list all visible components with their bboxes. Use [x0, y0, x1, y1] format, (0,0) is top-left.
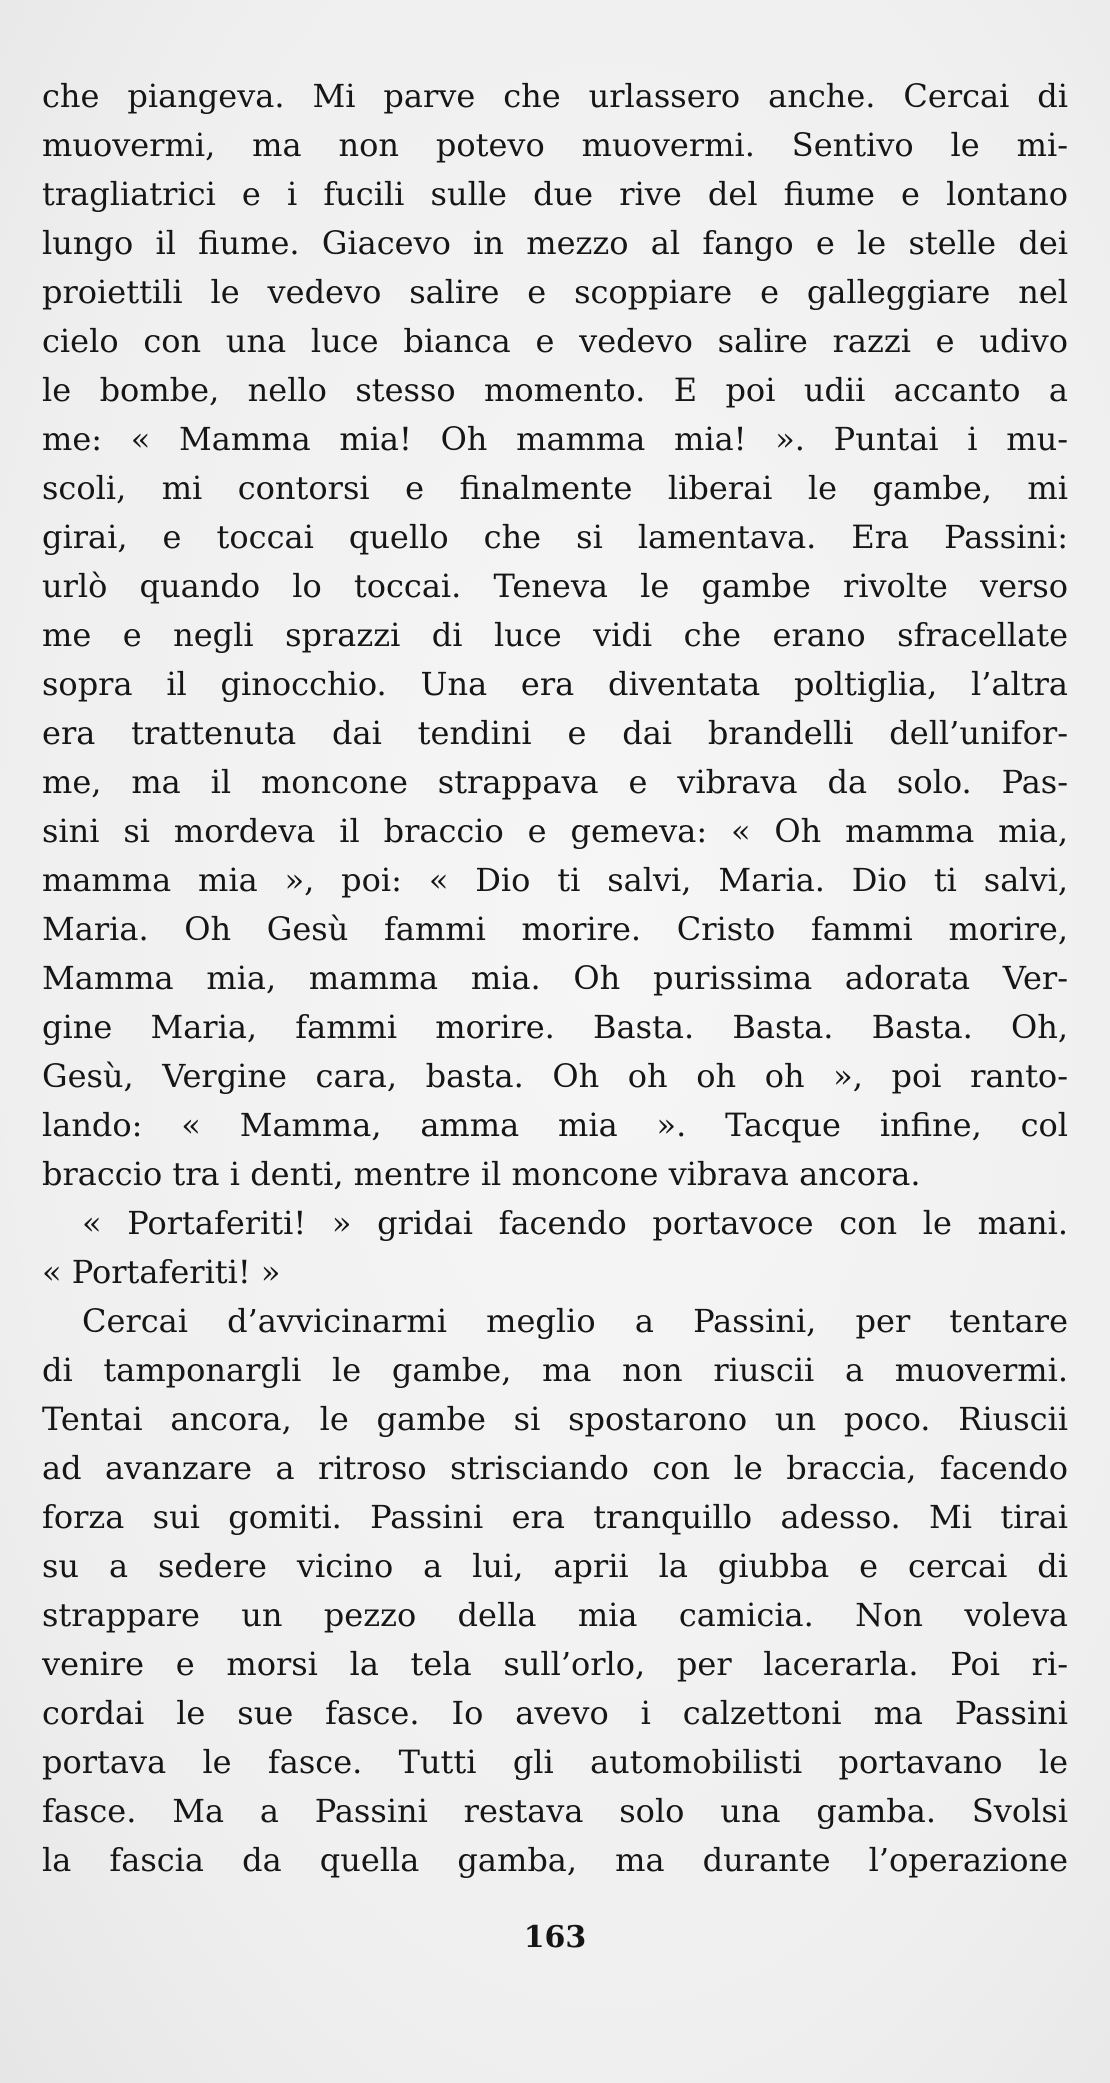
text-line: cielo con una luce bianca e vedevo salire razzi e udivo: [42, 322, 1068, 360]
text-line: forza sui gomiti. Passini era tranquillo adesso. Mi tirai: [42, 1498, 1068, 1536]
text-line: lando: « Mamma, amma mia ». Tacque infine, col: [42, 1106, 1068, 1144]
text-line: strappare un pezzo della mia camicia. Non voleva: [42, 1596, 1068, 1634]
text-line: che piangeva. Mi parve che urlassero anche. Cercai di: [42, 77, 1068, 115]
text-line: Maria. Oh Gesù fammi morire. Cristo fammi morire,: [42, 910, 1068, 948]
text-line: le bombe, nello stesso momento. E poi udii accanto a: [42, 371, 1068, 409]
text-line: venire e morsi la tela sull’orlo, per lacerarla. Poi ri-: [42, 1645, 1068, 1683]
text-line: era trattenuta dai tendini e dai brandelli dell’unifor-: [42, 714, 1068, 752]
text-line: Gesù, Vergine cara, basta. Oh oh oh oh », poi ranto-: [42, 1057, 1068, 1095]
text-line: scoli, mi contorsi e finalmente liberai le gambe, mi: [42, 469, 1068, 507]
text-line: tragliatrici e i fucili sulle due rive del fiume e lontano: [42, 175, 1068, 213]
text-line: portava le fasce. Tutti gli automobilisti portavano le: [42, 1743, 1068, 1781]
text-line: mamma mia », poi: « Dio ti salvi, Maria. Dio ti salvi,: [42, 861, 1068, 899]
text-line: gine Maria, fammi morire. Basta. Basta. Basta. Oh,: [42, 1008, 1068, 1046]
text-line: lungo il fiume. Giacevo in mezzo al fango e le stelle dei: [42, 224, 1068, 262]
text-line: su a sedere vicino a lui, aprii la giubba e cercai di: [42, 1547, 1068, 1585]
page-number: 163: [523, 1920, 587, 1955]
text-line: cordai le sue fasce. Io avevo i calzettoni ma Passini: [42, 1694, 1068, 1732]
text-line: muovermi, ma non potevo muovermi. Sentivo le mi-: [42, 126, 1068, 164]
text-line: fasce. Ma a Passini restava solo una gamba. Svolsi: [42, 1792, 1068, 1830]
text-line: ad avanzare a ritroso strisciando con le braccia, facendo: [42, 1449, 1068, 1487]
text-line: Tentai ancora, le gambe si spostarono un poco. Riuscii: [42, 1400, 1068, 1438]
text-line: sini si mordeva il braccio e gemeva: « Oh mamma mia,: [42, 812, 1068, 850]
text-line: sopra il ginocchio. Una era diventata poltiglia, l’altra: [42, 665, 1068, 703]
text-line: me, ma il moncone strappava e vibrava da solo. Pas-: [42, 763, 1068, 801]
paragraph-start-line: Cercai d’avvicinarmi meglio a Passini, per tentare: [82, 1302, 1068, 1340]
text-line: Mamma mia, mamma mia. Oh purissima adorata Ver-: [42, 959, 1068, 997]
text-line: me: « Mamma mia! Oh mamma mia! ». Puntai i mu-: [42, 420, 1068, 458]
body-text: [42, 72, 1068, 1885]
paragraph-end-line: braccio tra i denti, mentre il moncone vibrava ancora.: [42, 1155, 921, 1193]
text-line: la fascia da quella gamba, ma durante l’operazione: [42, 1841, 1068, 1879]
paragraph-end-line: « Portaferiti! »: [42, 1253, 281, 1291]
text-line: girai, e toccai quello che si lamentava. Era Passini:: [42, 518, 1068, 556]
text-line: di tamponargli le gambe, ma non riuscii a muovermi.: [42, 1351, 1068, 1389]
paragraph-start-line: « Portaferiti! » gridai facendo portavoce con le mani.: [82, 1204, 1068, 1242]
text-line: proiettili le vedevo salire e scoppiare e galleggiare nel: [42, 273, 1068, 311]
text-line: me e negli sprazzi di luce vidi che erano sfracellate: [42, 616, 1068, 654]
text-line: urlò quando lo toccai. Teneva le gambe rivolte verso: [42, 567, 1068, 605]
